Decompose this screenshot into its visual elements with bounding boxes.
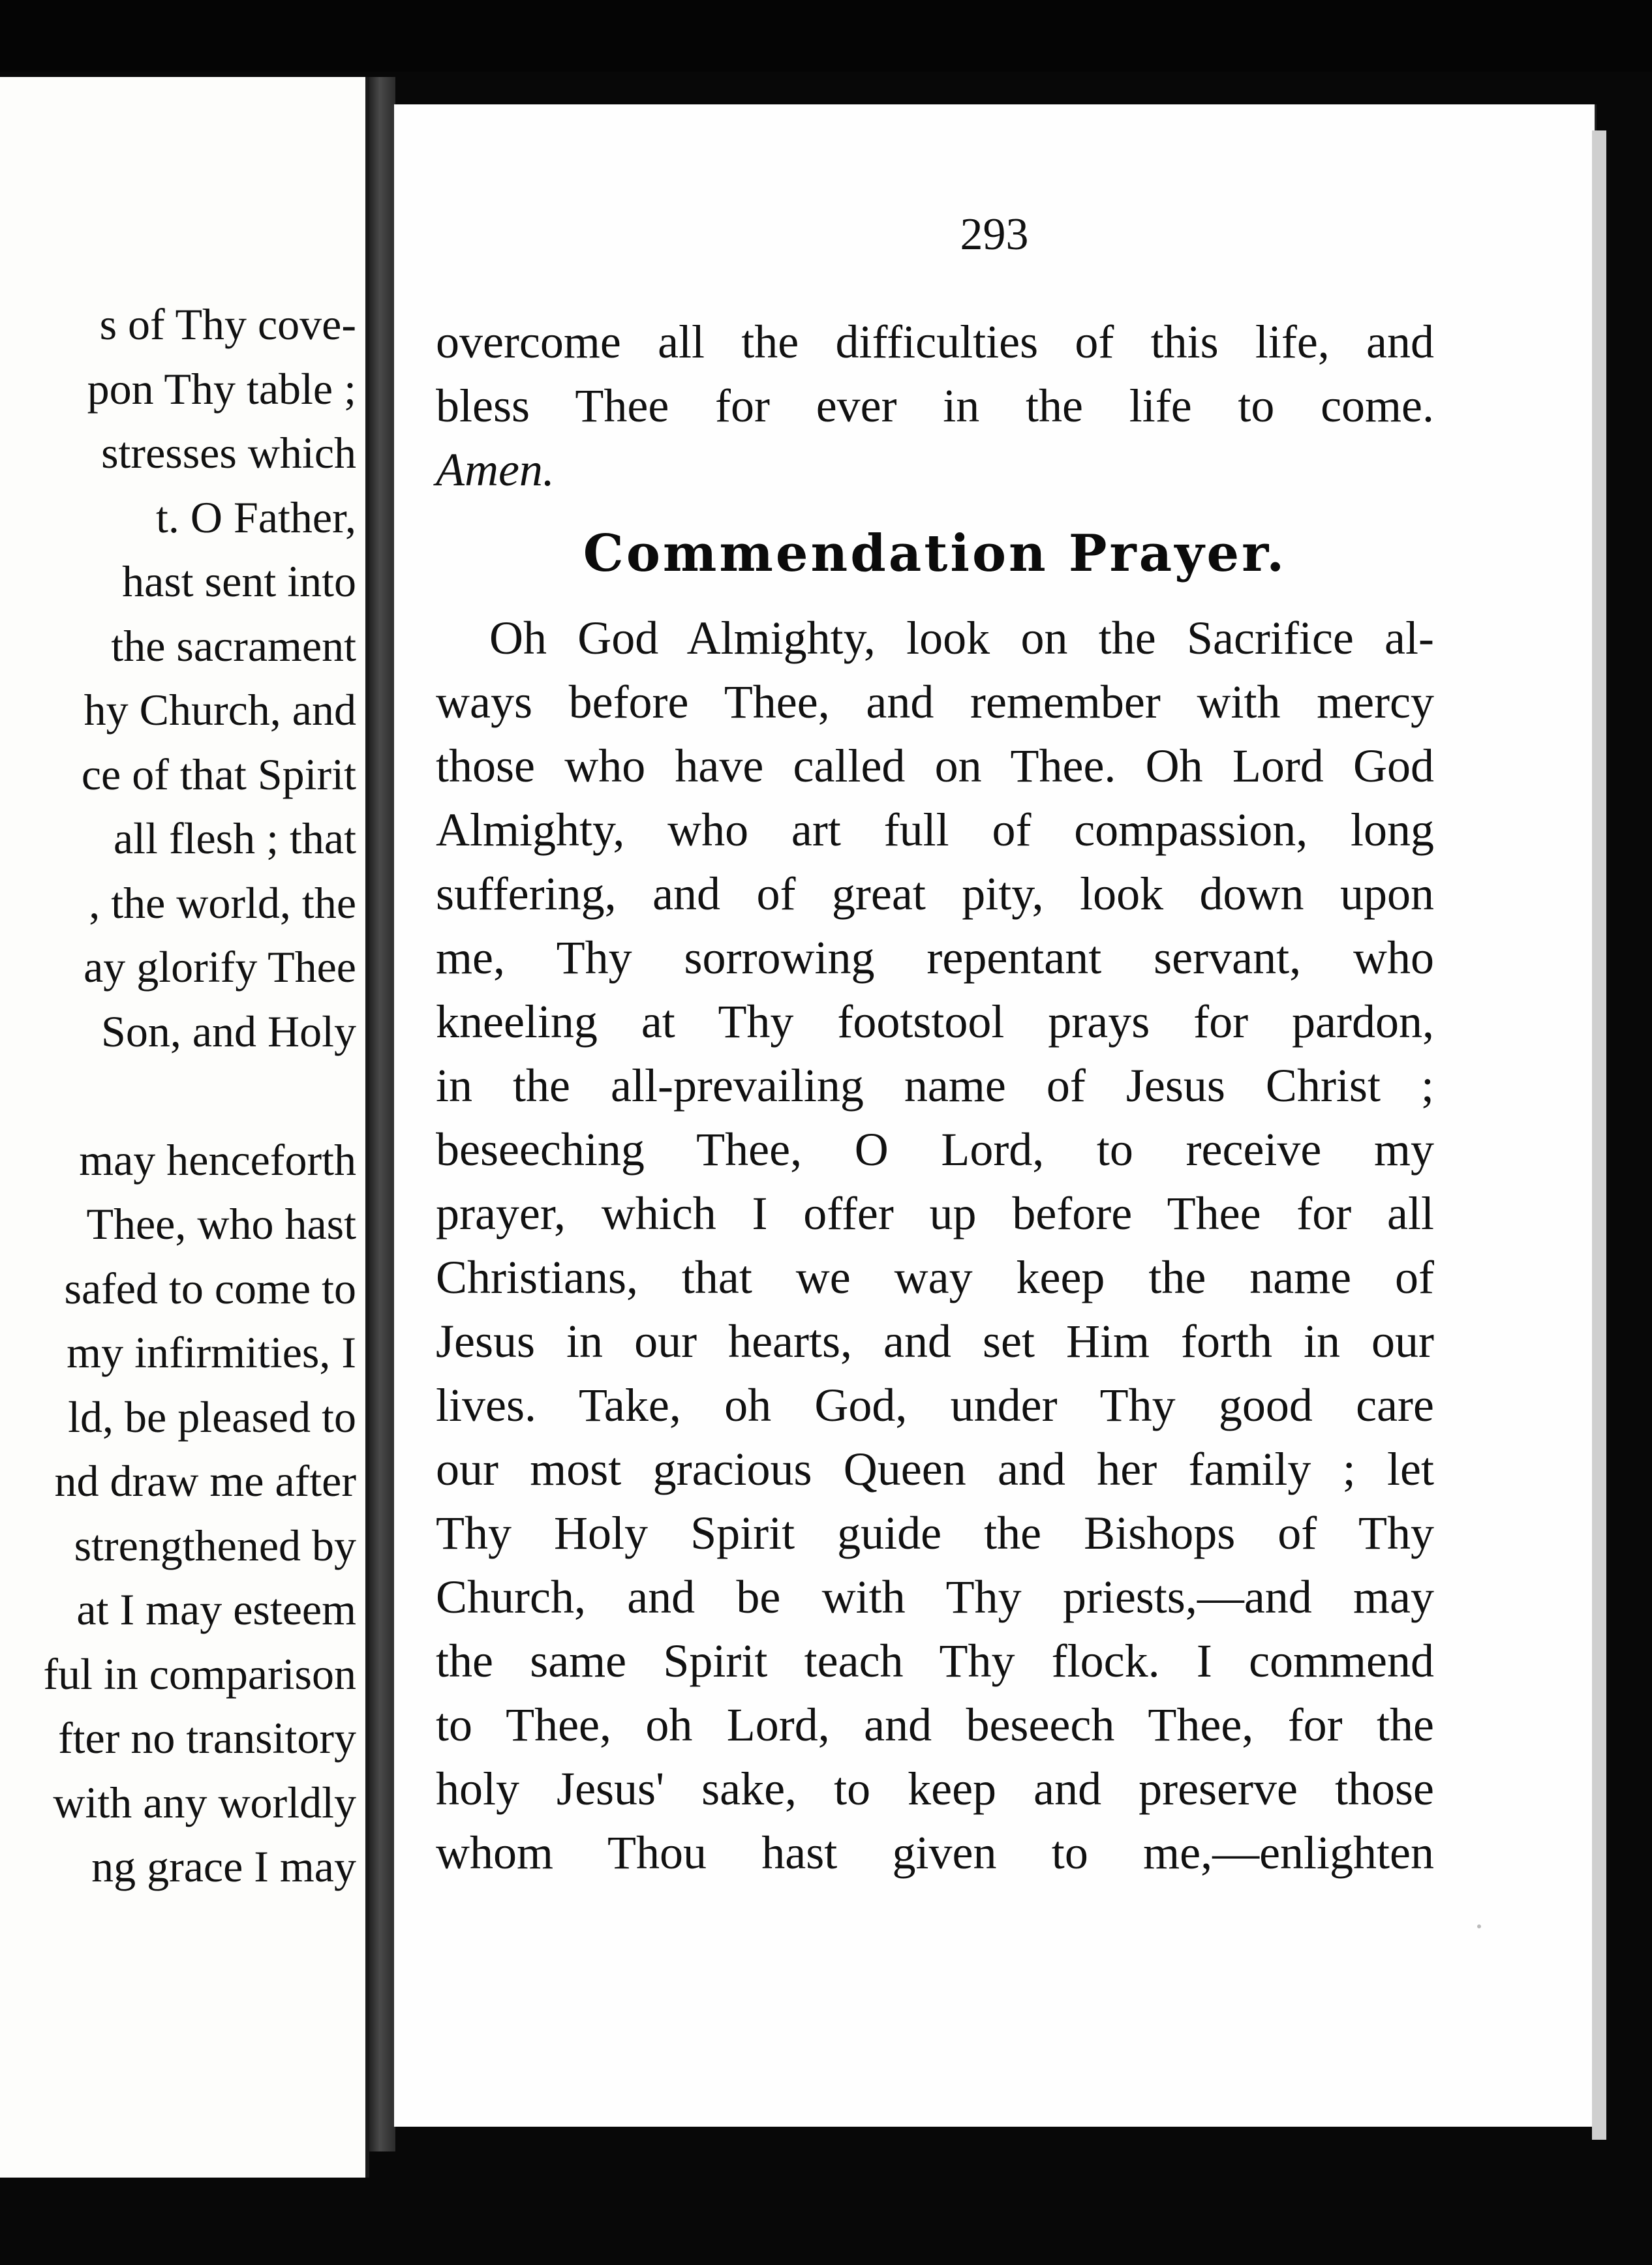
amen-line (436, 438, 1434, 502)
right-page (391, 104, 1597, 2127)
left-page (0, 77, 369, 2178)
left-line: Thee, who hast (86, 1199, 356, 1249)
left-line: s of Thy cove- (99, 299, 356, 349)
left-line: ng grace I may (91, 1842, 356, 1891)
left-line: safed to come to (64, 1263, 356, 1313)
body-line: Almighty, who art full of compassion, long (436, 804, 1434, 856)
body-line: Thy Holy Spirit guide the Bishops of Thy (436, 1507, 1434, 1559)
left-line: ful in comparison (43, 1649, 356, 1699)
left-line: , the world, the (89, 877, 356, 928)
body-line: lives. Take, oh God, under Thy good care (436, 1379, 1434, 1431)
body-line: whom Thou hast given to me,—enlighten (436, 1827, 1434, 1879)
left-line: hy Church, and (84, 685, 356, 735)
left-line: ay glorify Thee (84, 942, 356, 992)
body-line: me, Thy sorrowing repentant servant, who (436, 932, 1434, 984)
left-line: stresses which (101, 428, 356, 478)
left-line: at I may esteem (76, 1585, 356, 1634)
paper-speck (1477, 1924, 1481, 1928)
left-line: t. O Father, (156, 492, 356, 542)
body-line: Christians, that we way keep the name of (436, 1251, 1434, 1303)
body-line: bless Thee for ever in the life to come. (436, 380, 1434, 432)
body-line: those who have called on Thee. Oh Lord God (436, 740, 1434, 792)
body-line: Church, and be with Thy priests,—and may (436, 1571, 1434, 1623)
body-line: prayer, which I offer up before Thee for all (436, 1187, 1434, 1239)
body-line: Oh God Almighty, look on the Sacrifice al- (489, 612, 1434, 664)
left-line: all flesh ; that (113, 813, 356, 863)
body-line: ways before Thee, and remember with mercy (436, 676, 1434, 728)
left-line: my infirmities, I (67, 1328, 356, 1377)
body-line: kneeling at Thy footstool prays for pardon, (436, 996, 1434, 1048)
left-line-blank (0, 1063, 356, 1128)
left-line: the sacrament (111, 620, 356, 671)
body-line: overcome all the difficulties of this life, and (436, 316, 1434, 368)
body-line: in the all-prevailing name of Jesus Christ ; (436, 1059, 1434, 1112)
right-page-text (436, 310, 1434, 1885)
left-line: with any worldly (53, 1777, 356, 1827)
left-line: strengthened by (74, 1520, 356, 1570)
body-line: beseeching Thee, O Lord, to receive my (436, 1123, 1434, 1176)
body-line: our most gracious Queen and her family ; let (436, 1443, 1434, 1495)
section-heading: Commendation Prayer. (583, 524, 1287, 583)
body-line: holy Jesus' sake, to keep and preserve those (436, 1763, 1434, 1815)
body-line: the same Spirit teach Thy flock. I commend (436, 1635, 1434, 1687)
left-line: may henceforth (79, 1134, 356, 1185)
scanner-background (0, 0, 1652, 72)
left-line: pon Thy table ; (87, 363, 356, 414)
body-line: suffering, and of great pity, look down upon (436, 868, 1434, 920)
body-line: to Thee, oh Lord, and beseech Thee, for the (436, 1699, 1434, 1751)
body-line: Jesus in our hearts, and set Him forth in our (436, 1315, 1434, 1367)
left-line: ce of that Spirit (81, 749, 356, 799)
amen-text: Amen. (436, 444, 555, 496)
left-line: Son, and Holy (101, 1006, 356, 1056)
page-edge (1592, 130, 1606, 2140)
left-line: ld, be pleased to (68, 1391, 356, 1442)
left-line: fter no transitory (58, 1713, 356, 1763)
left-line: hast sent into (122, 556, 356, 606)
left-line: nd draw me after (54, 1456, 356, 1506)
page-number: 293 (960, 209, 1029, 260)
left-page-text (0, 292, 356, 1899)
